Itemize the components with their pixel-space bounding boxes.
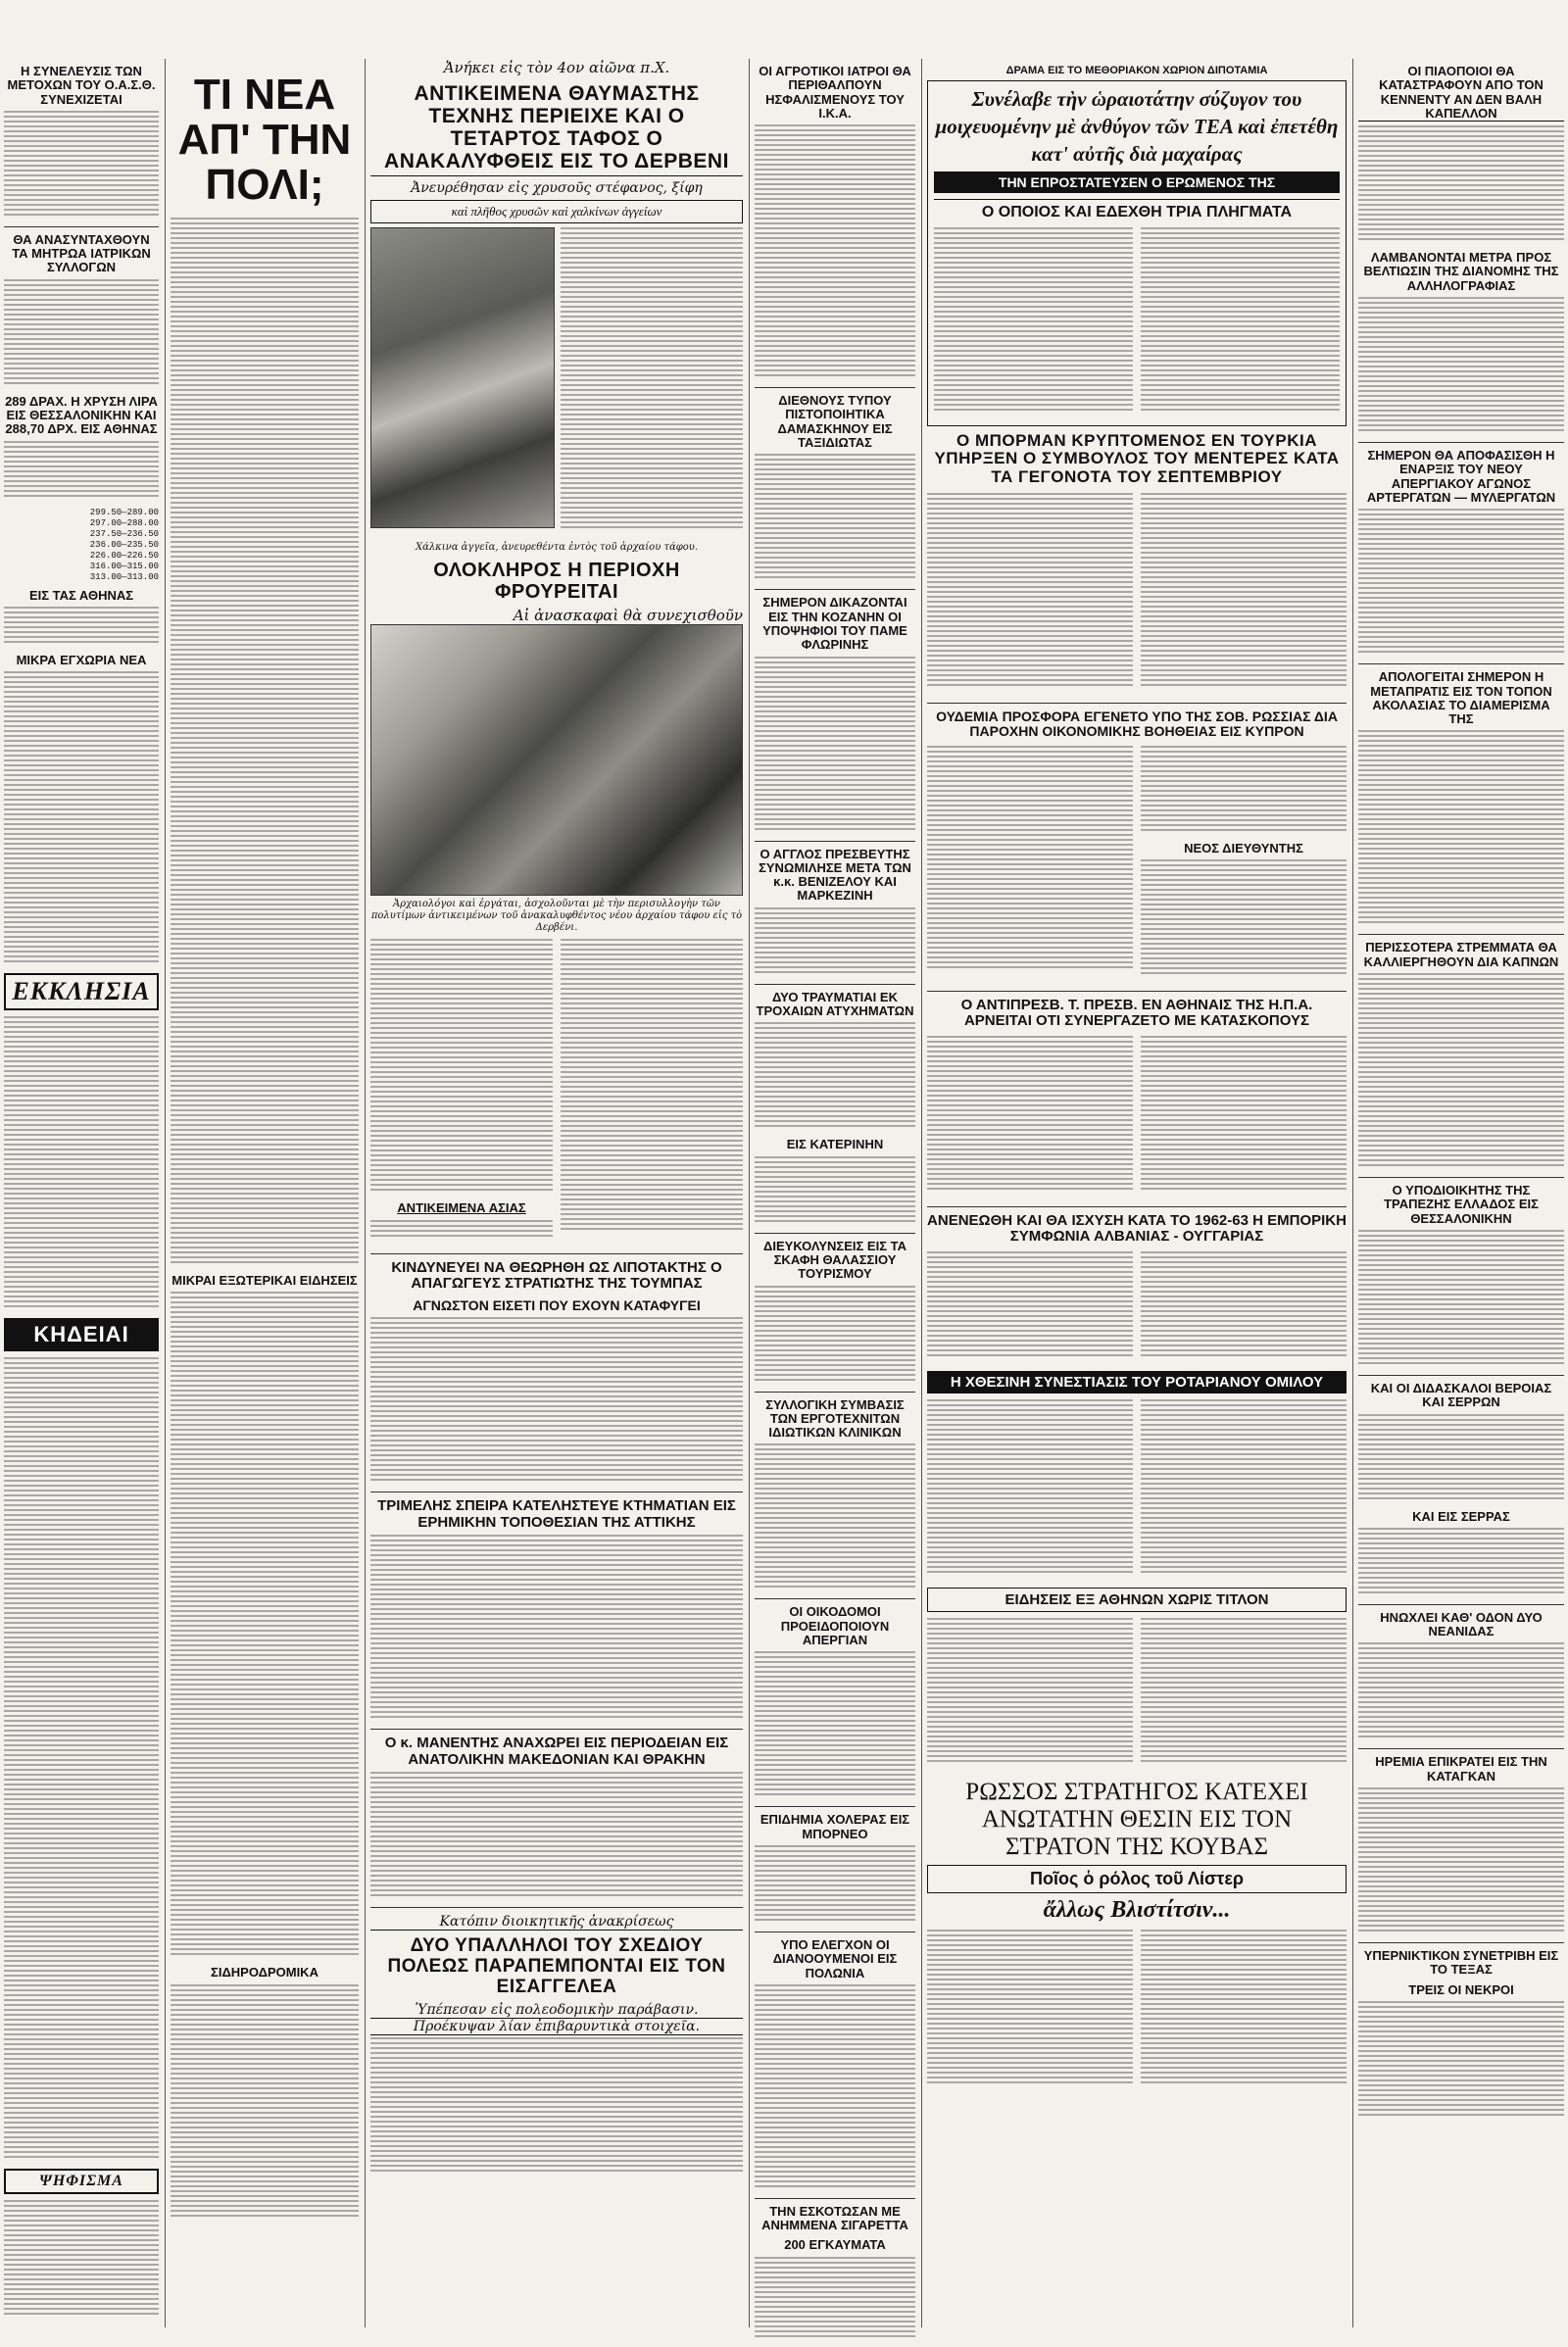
headline-turkey-borman: Ο ΜΠΟΡΜΑΝ ΚΡΥΠΤΟΜΕΝΟΣ ΕΝ ΤΟΥΡΚΙΑ ΥΠΗΡΞΕΝ Ο ΣΥΜΒΟΥΛΟΣ ΤΟΥ ΜΕΝΤΕΡΕΣ ΚΑΤΑ ΤΑ ΓΕΓΟΝΟΤΑ ΤΟΥ ΣΕΠΤΕΜΒΡΙΟΥ — [934, 430, 1340, 487]
price-row: 316.00—315.00 — [89, 561, 159, 571]
text-col — [1141, 1928, 1347, 2094]
headline-tobacco: ΠΕΡΙΣΣΟΤΕΡΑ ΣΤΡΕΜΜΑΤΑ ΘΑ ΚΑΛΛΙΕΡΓΗΘΟΥΝ ΔΙΑ ΚΑΠΝΩΝ — [1363, 940, 1559, 969]
column-4 — [755, 59, 915, 2337]
price-row: 299.50—289.00 — [89, 507, 159, 517]
masthead-ti-nea — [171, 73, 359, 208]
column-rule — [921, 59, 922, 2327]
headline-typou: ΔΙΕΘΝΟΥΣ ΤΥΠΟΥ ΠΙΣΤΟΠΟΙΗΤΙΚΑ ΔΑΜΑΣΚΗΝΟΥ ΕΙΣ ΤΑΞΙΔΙΩΤΑΣ — [777, 393, 893, 451]
headline-texas-crash: ΥΠΕΡΝΙΚΤΙΚΟΝ ΣΥΝΕΤΡΙΒΗ ΕΙΣ ΤΟ ΤΕΞΑΣ — [1363, 1948, 1559, 1978]
headline-teachers: ΚΑΙ ΟΙ ΔΙΔΑΣΚΑΛΟΙ ΒΕΡΟΙΑΣ ΚΑΙ ΣΕΡΡΩΝ — [1370, 1380, 1552, 1410]
two-col-text — [927, 1616, 1347, 1773]
article-body — [1141, 1251, 1347, 1359]
article-body — [755, 1443, 915, 1590]
headline-cyprus-aid: ΟΥΔΕΜΙΑ ΠΡΟΣΦΟΡΑ ΕΓΕΝΕΤΟ ΥΠΟ ΤΗΣ ΣΟΒ. ΡΩΣΣΙΑΣ ΔΙΑ ΠΑΡΟΧΗΝ ΟΙΚΟΝΟΜΙΚΗΣ ΒΟΗΘΕΙΑΣ ΕΙΣ ΚΥΠΡΟΝ — [936, 708, 1338, 740]
article-body — [4, 111, 159, 219]
subhead-vessels: καὶ πλῆθος χρυσῶν καὶ χαλκίνων ἀγγείων — [370, 200, 743, 223]
headline-drama: Συνέλαβε τὴν ὡραιοτάτην σύζυγον του μοιχευομένην μὲ ἀνθύγον τῶν ΤΕΑ καὶ ἐπετέθη κατ' αὐτῆς διὰ μαχαίρας — [935, 87, 1339, 167]
subhead-protected: ΤΗΝ ΕΠΡΟΣΤΑΤΕΥΣΕΝ Ο ΕΡΩΜΕΝΟΣ ΤΗΣ — [934, 171, 1340, 193]
article-body — [1358, 1642, 1564, 1740]
article-body — [755, 907, 915, 976]
text-col — [927, 1249, 1133, 1367]
two-col-text — [927, 744, 1347, 985]
headline-athens: ΕΙΣ ΤΑΣ ΑΘΗΝΑΣ — [28, 587, 134, 603]
section-ekklisia: ΕΚΚΛΗΣΙΑ — [4, 973, 159, 1010]
text-col — [370, 937, 553, 1247]
article-body — [1358, 1787, 1564, 1934]
photo-caption: Ἀρχαιολόγοι καὶ ἐργάται, ἀσχολοῦνται μὲ τὴν περισυλλογὴν τῶν πολυτίμων ἀντικειμένων τοῦ ἀνακαλυφθέντος νέου ἀρχαίου τάφου εἰς τὸ Δερβένι. — [370, 899, 743, 934]
article-body — [755, 657, 915, 833]
article-body — [1358, 1528, 1564, 1596]
subhead-lister: Ποῖος ὁ ρόλος τοῦ Λίστερ — [927, 1865, 1347, 1893]
headline-two-clerks: ΔΥΟ ΥΠΑΛΛΗΛΟΙ ΤΟΥ ΣΧΕΔΙΟΥ ΠΟΛΕΩΣ ΠΑΡΑΠΕΜΠΟΝΤΑΙ ΕΙΣ ΤΟΝ ΕΙΣΑΓΓΕΛΕΑ — [387, 1935, 726, 1997]
headline-sidirodromika: ΣΙΔΗΡΟΔΡΟΜΙΚΑ — [211, 1965, 318, 1980]
headline-tourism: ΔΙΕΥΚΟΛΥΝΣΕΙΣ ΕΙΣ ΤΑ ΣΚΑΦΗ ΘΑΛΑΣΣΙΟΥ ΤΟΥΡΙΣΜΟΥ — [763, 1238, 906, 1282]
two-col-text — [370, 937, 743, 1247]
text-col — [927, 1616, 1133, 1773]
article-body — [755, 1845, 915, 1924]
text-col — [934, 225, 1133, 421]
text-col — [927, 1928, 1133, 2094]
headline-egxoria: ΜΙΚΡΑ ΕΓΧΩΡΙΑ ΝΕΑ — [16, 652, 147, 667]
headline-new-director: ΝΕΟΣ ΔΙΕΥΘΥΝΤΗΣ — [1184, 840, 1303, 856]
article-body — [1358, 1230, 1564, 1367]
column-rule — [749, 59, 750, 2327]
headline-guarded: ΟΛΟΚΛΗΡΟΣ Η ΠΕΡΙΟΧΗ ΦΡΟΥΡΕΙΤΑΙ — [433, 560, 680, 604]
headline-cholera: ΕΠΙΔΗΜΙΑ ΧΟΛΕΡΑΣ ΕΙΣ ΜΠΟΡΝΕΟ — [760, 1812, 910, 1841]
article-body — [755, 454, 915, 581]
kicker-inquiry: Κατόπιν διοικητικῆς ἀνακρίσεως — [370, 1914, 743, 1931]
headline-bakers-strike: ΣΗΜΕΡΟΝ ΘΑ ΑΠΟΦΑΣΙΣΘΗ Η ΕΝΑΡΞΙΣ ΤΟΥ ΝΕΟΥ ΑΠΕΡΓΙΑΚΟΥ ΑΓΩΝΟΣ ΑΡΤΕΡΓΑΤΩΝ — ΜΥΛΕΡΓΑΤΩΝ — [1366, 448, 1556, 505]
article-body — [927, 493, 1133, 689]
article-body — [561, 939, 743, 1233]
article-body — [1358, 973, 1564, 1169]
article-body — [1141, 1930, 1347, 2086]
headline-news-athens: ΕΙΔΗΣΕΙΣ ΕΞ ΑΘΗΝΩΝ ΧΩΡΙΣ ΤΙΤΛΟΝ — [927, 1588, 1347, 1612]
price-row: 237.50—236.50 — [89, 528, 159, 539]
article-body — [370, 1220, 553, 1240]
text-col — [927, 1397, 1133, 1584]
headline-osth: Η ΣΥΝΕΛΕΥΣΙΣ ΤΩΝ ΜΕΤΟΧΩΝ ΤΟΥ Ο.Α.Σ.Θ. ΣΥΝΕΧΙΖΕΤΑΙ — [7, 64, 156, 107]
article-body — [4, 2200, 159, 2318]
photo-row — [370, 227, 743, 539]
article-body — [370, 1772, 743, 1899]
headline-hatmakers: ΟΙ ΠΙΑΟΠΟΙΟΙ ΘΑ ΚΑΤΑΣΤΡΑΦΟΥΝ ΑΠΟ ΤΟΝ ΚΕΝΝΕΝΤΥ ΑΝ ΔΕΝ ΒΑΛΗ ΚΑΠΕΛΛΟΝ — [1358, 65, 1564, 122]
masthead-line: ΤΙ ΝΕΑ — [193, 71, 336, 119]
two-col-text — [934, 225, 1340, 421]
headline-agrotikoi: ΟΙ ΑΓΡΟΤΙΚΟΙ ΙΑΤΡΟΙ ΘΑ ΠΕΡΙΘΑΛΠΟΥΝ ΗΣΦΑΛΙΣΜΕΝΟΥΣ ΤΟΥ Ι.Κ.Α. — [759, 64, 911, 121]
article-body — [4, 441, 159, 500]
article-body — [755, 1022, 915, 1130]
article-body — [561, 227, 743, 531]
article-body — [755, 2257, 915, 2337]
article-body — [4, 671, 159, 965]
article-body — [1141, 1036, 1347, 1193]
headline-unknown-refuge: ΑΓΝΩΣΤΟΝ ΕΙΣΕΤΙ ΠΟΥ ΕΧΟΥΝ ΚΑΤΑΦΥΓΕΙ — [413, 1296, 701, 1313]
headline-bank-governor: Ο ΥΠΟΔΙΟΙΚΗΤΗΣ ΤΗΣ ΤΡΑΠΕΖΗΣ ΕΛΛΑΔΟΣ ΕΙΣ ΘΕΣΣΑΛΟΝΙΚΗΝ — [1384, 1183, 1539, 1226]
article-body — [927, 1930, 1133, 2086]
column-rule — [365, 59, 366, 2327]
two-col-text — [927, 1034, 1347, 1200]
column-6 — [1358, 59, 1564, 2337]
column-2 — [171, 59, 359, 2337]
text-col — [1141, 744, 1347, 985]
section-psifisma: ΨΗΦΙΣΜΑ — [4, 2169, 159, 2194]
headline-rotary: Η ΧΘΕΣΙΝΗ ΣΥΝΕΣΤΙΑΣΙΣ ΤΟΥ ΡΟΤΑΡΙΑΝΟΥ ΟΜΙΛΟΥ — [927, 1371, 1347, 1394]
headline-attica-band: ΤΡΙΜΕΛΗΣ ΣΠΕΙΡΑ ΚΑΤΕΛΗΣΤΕΥΕ ΚΤΗΜΑΤΙΑΝ ΕΙΣ ΕΡΗΜΙΚΗΝ ΤΟΠΟΘΕΣΙΑΝ ΤΗΣ ΑΤΤΙΚΗΣ — [377, 1497, 736, 1531]
article-body — [1141, 493, 1347, 689]
article-body — [934, 227, 1133, 414]
article-body — [1358, 125, 1564, 243]
headline-mail: ΛΑΜΒΑΝΟΝΤΑΙ ΜΕΤΡΑ ΠΡΟΣ ΒΕΛΤΙΩΣΙΝ ΤΗΣ ΔΙΑΝΟΜΗΣ ΤΗΣ ΑΛΛΗΛΟΓΡΑΦΙΑΣ — [1363, 250, 1559, 293]
article-body — [1358, 2001, 1564, 2119]
article-body — [171, 1984, 359, 2220]
photo-1-wrap — [370, 227, 555, 539]
subhead-vlistitsin: ἄλλως Βλιστίτσιν... — [1043, 1896, 1231, 1923]
headline-katerini: ΕΙΣ ΚΑΤΕΡΙΝΗΝ — [786, 1137, 884, 1152]
headline-us-embassy: Ο ΑΝΤΙΠΡΕΣΒ. Τ. ΠΡΕΣΒ. ΕΝ ΑΘΗΝΑΙΣ ΤΗΣ Η.Π.Α. ΑΡΝΕΙΤΑΙ ΟΤΙ ΣΥΝΕΡΓΑΖΕΤΟ ΜΕ ΚΑΤΑΣΚΟΠΟΥΣ — [960, 996, 1313, 1030]
column-rule — [165, 59, 166, 2327]
price-list — [4, 508, 159, 583]
headline-box — [927, 80, 1347, 426]
price-row: 236.00—235.50 — [89, 539, 159, 550]
headline-asia-objects: ΑΝΤΙΚΕΙΜΕΝΑ ΑΣΙΑΣ — [397, 1200, 526, 1216]
headline-derveni: ΑΝΤΙΚΕΙΜΕΝΑ ΘΑΥΜΑΣΤΗΣ ΤΕΧΝΗΣ ΠΕΡΙΕΙΧΕ ΚΑΙ Ο ΤΕΤΑΡΤΟΣ ΤΑΦΟΣ Ο ΑΝΑΚΑΛΥΦΘΕΙΣ ΕΙΣ ΤΟ ΔΕΡΒΕΝΙ — [370, 82, 743, 176]
subhead-violation: Ὑπέπεσαν εἰς πολεοδομικὴν παράβασιν. — [370, 2002, 743, 2019]
subhead-three-wounds: Ο ΟΠΟΙΟΣ ΚΑΙ ΕΔΕΧΘΗ ΤΡΙΑ ΠΛΗΓΜΑΤΑ — [934, 199, 1340, 221]
two-col-text — [927, 1249, 1347, 1367]
headline-mitroa: ΘΑ ΑΝΑΣΥΝΤΑΧΘΟΥΝ ΤΑ ΜΗΤΡΩΑ ΙΑΤΡΙΚΩΝ ΣΥΛΛΟΓΩΝ — [12, 231, 151, 275]
subhead-evidence: Προέκυψαν λίαν ἐπιβαρυντικὰ στοιχεῖα. — [370, 2019, 743, 2035]
headline-accidents: ΔΥΟ ΤΡΑΥΜΑΤΙΑΙ ΕΚ ΤΡΟΧΑΙΩΝ ΑΤΥΧΗΜΑΤΩΝ — [756, 989, 914, 1019]
article-body — [755, 1651, 915, 1798]
article-body — [4, 1016, 159, 1310]
column-rule — [1352, 59, 1353, 2327]
article-body — [1358, 1414, 1564, 1502]
price-row: 313.00—313.00 — [89, 571, 159, 582]
subhead-gold-wreath: Ἀνευρέθησαν εἰς χρυσοῦς στέφανος, ξίφη — [411, 180, 703, 197]
photo-bronze-vessels — [370, 227, 555, 528]
article-body — [1141, 1618, 1347, 1765]
column-5 — [927, 59, 1347, 2337]
article-body — [927, 1036, 1133, 1193]
article-body — [927, 1399, 1133, 1576]
text-col — [561, 937, 743, 1247]
text-col — [1141, 1249, 1347, 1367]
article-body — [1358, 297, 1564, 434]
article-body — [4, 1357, 159, 2161]
text-col — [927, 744, 1133, 985]
text-col — [1141, 1397, 1347, 1584]
photo-caption: Χάλκινα ἀγγεῖα, ἀνευρεθέντα ἐντὸς τοῦ ἀρχαίου τάφου. — [415, 542, 699, 554]
headline-toumpa: ΚΙΝΔΥΝΕΥΕΙ ΝΑ ΘΕΩΡΗΘΗ ΩΣ ΛΙΠΟΤΑΚΤΗΣ Ο ΑΠΑΓΩΓΕΥΣ ΣΤΡΑΤΙΩΤΗΣ ΤΗΣ ΤΟΥΜΠΑΣ — [391, 1258, 722, 1293]
headline-builders: ΟΙ ΟΙΚΟΔΟΜΟΙ ΠΡΟΕΙΔΟΠΟΙΟΥΝ ΑΠΕΡΓΙΑΝ — [780, 1604, 890, 1648]
photo-1-side-text — [561, 227, 743, 539]
text-col — [1141, 491, 1347, 697]
text-col — [1141, 1616, 1347, 1773]
article-body — [1141, 746, 1347, 834]
headline-three-dead: ΤΡΕΙΣ ΟΙ ΝΕΚΡΟΙ — [1408, 1981, 1514, 1997]
subhead-excavations: Αἱ ἀνασκαφαὶ θὰ συνεχισθοῦν — [513, 607, 743, 625]
headline-clinics: ΣΥΛΛΟΓΙΚΗ ΣΥΜΒΑΣΙΣ ΤΩΝ ΕΡΓΟΤΕΧΝΙΤΩΝ ΙΔΙΩΤΙΚΩΝ ΚΛΙΝΙΚΩΝ — [765, 1396, 905, 1441]
article-body — [1358, 730, 1564, 926]
kicker-drama: ΔΡΑΜΑ ΕΙΣ ΤΟ ΜΕΘΟΡΙΑΚΟΝ ΧΩΡΙΟΝ ΔΙΠΟΤΑΜΙΑ — [1005, 65, 1268, 76]
headline-kozani: ΣΗΜΕΡΟΝ ΔΙΚΑΖΟΝΤΑΙ ΕΙΣ ΤΗΝ ΚΟΖΑΝΗΝ ΟΙ ΥΠΟΨΗΦΙΟΙ ΤΟΥ ΠΑΜΕ ΦΛΩΡΙΝΗΣ — [762, 595, 907, 653]
headline-serres: ΚΑΙ ΕΙΣ ΣΕΡΡΑΣ — [1412, 1508, 1510, 1524]
section-kidiai: ΚΗΔΕΙΑΙ — [4, 1318, 159, 1351]
article-body — [171, 1292, 359, 1958]
article-body — [927, 1251, 1133, 1359]
two-col-text — [927, 1397, 1347, 1584]
headline-albania-hungary: ΑΝΕΝΕΩΘΗ ΚΑΙ ΘΑ ΙΣΧΥΣΗ ΚΑΤΑ ΤΟ 1962-63 Η ΕΜΠΟΡΙΚΗ ΣΥΜΦΩΝΙΑ ΑΛΒΑΝΙΑΣ - ΟΥΓΓΑΡΙΑΣ — [927, 1211, 1347, 1246]
article-body — [927, 746, 1133, 971]
article-body — [755, 1984, 915, 2190]
text-col — [1141, 225, 1340, 421]
price-row: 226.00—226.50 — [89, 550, 159, 561]
headline-burns: 200 ΕΓΚΑΥΜΑΤΑ — [784, 2237, 886, 2253]
price-row: 297.00—288.00 — [89, 517, 159, 528]
headline-apologeitai: ΑΠΟΛΟΓΕΙΤΑΙ ΣΗΜΕΡΟΝ Η ΜΕΤΑΠΡΑΤΙΣ ΕΙΣ ΤΟΝ ΤΟΠΟΝ ΑΚΟΛΑΣΙΑΣ ΤΟ ΔΙΑΜΕΡΙΣΜΑ ΤΗΣ — [1370, 669, 1552, 727]
article-body — [1358, 509, 1564, 656]
text-col — [1141, 1034, 1347, 1200]
kicker-4th-century: Ἀνήκει εἰς τὸν 4ον αἰῶνα π.Χ. — [443, 59, 670, 76]
headline-katanga: ΗΡΕΜΙΑ ΕΠΙΚΡΑΤΕΙ ΕΙΣ ΤΗΝ ΚΑΤΑΓΚΑΝ — [1375, 1754, 1547, 1784]
article-body — [4, 607, 159, 646]
two-col-text — [927, 1928, 1347, 2094]
masthead-line: ΑΠ' ΤΗΝ — [177, 116, 352, 164]
article-body — [370, 939, 553, 1194]
article-body — [755, 1286, 915, 1384]
headline-cuba-general: ΡΩΣΣΟΣ ΣΤΡΑΤΗΓΟΣ ΚΑΤΕΧΕΙ ΑΝΩΤΑΤΗΝ ΘΕΣΙΝ ΕΙΣ ΤΟΝ ΣΤΡΑΤΟΝ ΤΗΣ ΚΟΥΒΑΣ — [965, 1778, 1308, 1860]
headline-poland: ΥΠΟ ΕΛΕΓΧΟΝ ΟΙ ΔΙΑΝΟΟΥΜΕΝΟΙ ΕΙΣ ΠΟΛΩΝΙΑ — [772, 1936, 898, 1980]
headline-harassment: ΗΝΩΧΛΕΙ ΚΑΘ' ΟΔΟΝ ΔΥΟ ΝΕΑΝΙΔΑΣ — [1380, 1609, 1543, 1639]
text-col — [927, 491, 1133, 697]
column-3 — [370, 59, 743, 2337]
article-body — [755, 124, 915, 379]
headline-manentis: Ο κ. ΜΑΝΕΝΤΗΣ ΑΝΑΧΩΡΕΙ ΕΙΣ ΠΕΡΙΟΔΕΙΑΝ ΕΙΣ ΑΝΑΤΟΛΙΚΗΝ ΜΑΚΕΔΟΝΙΑΝ ΚΑΙ ΘΡΑΚΗΝ — [384, 1735, 729, 1768]
column-1 — [4, 59, 159, 2337]
headline-ambassador: Ο ΑΓΓΛΟΣ ΠΡΕΣΒΕΥΤΗΣ ΣΥΝΩΜΙΛΗΣΕ ΜΕΤΑ ΤΩΝ κ.κ. ΒΕΝΙΖΕΛΟΥ ΚΑΙ ΜΑΡΚΕΖΙΝΗ — [759, 846, 911, 904]
headline-gold-lira: 289 ΔΡΑΧ. Η ΧΡΥΣΗ ΛΙΡΑ ΕΙΣ ΘΕΣΣΑΛΟΝΙΚΗΝ ΚΑΙ 288,70 ΔΡΧ. ΕΙΣ ΑΘΗΝΑΣ — [5, 393, 158, 437]
article-body — [1141, 1399, 1347, 1576]
masthead-line: ΠΟΛΙ; — [205, 161, 324, 209]
article-body — [370, 2037, 743, 2175]
photo-archaeologists — [370, 624, 743, 896]
article-body — [4, 279, 159, 387]
article-body — [1141, 859, 1347, 977]
article-body — [755, 1156, 915, 1225]
headline-cigarettes: ΤΗΝ ΕΣΚΟΤΩΣΑΝ ΜΕ ΑΝΗΜΜΕΝΑ ΣΙΓΑΡΕΤΤΑ — [761, 2203, 908, 2233]
headline-mikrai: ΜΙΚΡΑΙ ΕΞΩΤΕΡΙΚΑΙ ΕΙΔΗΣΕΙΣ — [172, 1273, 358, 1288]
article-body — [927, 1618, 1133, 1765]
two-col-text — [927, 491, 1347, 697]
article-body — [370, 1317, 743, 1484]
article-body — [1141, 227, 1340, 414]
article-body — [370, 1535, 743, 1721]
text-col — [927, 1034, 1133, 1200]
article-body — [171, 218, 359, 1266]
